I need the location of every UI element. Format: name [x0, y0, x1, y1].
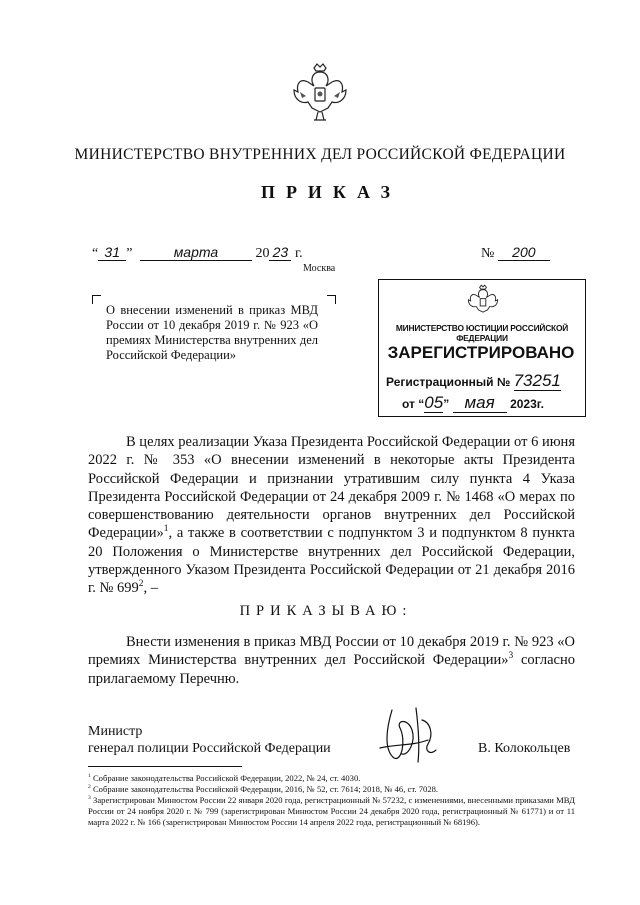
subject-corner-right [327, 295, 336, 304]
preamble-text-1: В целях реализации Указа Президента Российской Федерации от 6 июня 2022 г. № 353 «О внесении изменений в некоторые акты Президента Российской Федерации и признании утратившим силу пункта 4 Указа Президента Российской Федерации от 24 декабря 2009 г. № 1468 «О мерах по совершенствованию деятельности органов внутренних дел Российской Федерации» [88, 434, 575, 542]
preamble-paragraph [88, 433, 575, 598]
date-year-prefix: 20 [255, 246, 270, 261]
footnotes [88, 773, 575, 828]
footnote-1 [88, 773, 575, 784]
subject-corner-left [92, 295, 101, 304]
footnote-3 [88, 795, 575, 828]
order-tail: согласно прилагаемому Перечню. [88, 652, 575, 687]
stamp-ministry: МИНИСТЕРСТВО ЮСТИЦИИ РОССИЙСКОЙ ФЕДЕРАЦИИ [395, 323, 569, 343]
order-date: “ 31 ” марта 20 23 г. [92, 244, 303, 261]
date-month: марта [140, 244, 252, 261]
footnote-mark: 2 [88, 784, 91, 791]
order-subject: О внесении изменений в приказ МВД России от 10 декабря 2019 г. № 923 «О премиях Министерства внутренних дел Российской Федерации» [106, 303, 318, 362]
date-day: 31 [98, 244, 126, 261]
stamp-date-year: 2023г. [510, 397, 544, 411]
footnote-text: Зарегистрирован Минюстом России 22 января 2020 года, регистрационный № 57232, с изменениями, внесенными приказами МВД России от 24 ноября 2020 г. № 799 (зарегистрирован Минюстом России 24 декабря 2020 года, регистрационный № 61771) и от 11 марта 2022 г. № 166 (зарегистрирован Минюстом России 14 апреля 2022 года, регистрационный № 68196). [88, 794, 575, 827]
coat-of-arms-icon [290, 62, 350, 126]
stamp-date-prefix: от [402, 397, 415, 411]
city-label: Москва [303, 263, 336, 274]
stamp-coat-of-arms-icon [466, 284, 500, 320]
stamp-date-day: 05 [424, 393, 444, 412]
signatory-rank: генерал полиции Российской Федерации [88, 741, 331, 756]
stamp-reg-value: 73251 [513, 371, 561, 390]
footnote-text: Собрание законодательства Российской Федерации, 2016, № 52, ст. 7614; 2018, № 46, ст. 7028. [90, 783, 439, 794]
handwritten-signature [372, 700, 452, 770]
footnote-2 [88, 784, 575, 795]
footnote-ref-3: 3 [508, 651, 514, 662]
footnote-mark: 1 [88, 773, 91, 780]
order-word: ПРИКАЗЫВАЮ: [239, 603, 413, 619]
stamp-reg-number [386, 371, 561, 391]
footnote-text: Собрание законодательства Российской Федерации, 2022, № 24, ст. 4030. [90, 773, 361, 783]
footnote-ref-1: 1 [163, 524, 169, 535]
date-year-suffix: 23 [269, 244, 291, 261]
stamp-date: от “05” мая 2023г. [402, 393, 544, 412]
footnote-divider [88, 766, 242, 767]
document-type-title: ПРИКАЗ [260, 182, 402, 202]
ministry-title: МИНИСТЕРСТВО ВНУТРЕННИХ ДЕЛ РОССИЙСКОЙ ФЕДЕРАЦИИ [74, 146, 566, 163]
footnote-ref-2: 2 [138, 579, 144, 590]
preamble-text-3: , – [143, 580, 158, 597]
footnote-mark: 3 [88, 794, 91, 801]
stamp-date-month: мая [453, 393, 507, 413]
signatory-name: В. Колокольцев [478, 741, 571, 756]
order-text: Внести изменения в приказ МВД России от 10 декабря 2019 г. № 923 «О премиях Министерства внутренних дел Российской Федерации» [88, 634, 575, 669]
preamble-text-2: , а также в соответствии с подпунктом 3 и подпунктом 8 пункта 20 Положения о Министерстве внутренних дел Российской Федерации, утвержденного Указом Президента Российской Федерации от 21 декабря 2016 г. № 699 [88, 525, 575, 597]
number-label: № [481, 246, 495, 261]
signatory-post: Министр [88, 724, 143, 739]
order-paragraph [88, 633, 575, 688]
stamp-status: ЗАРЕГИСТРИРОВАНО [387, 343, 575, 362]
stamp-reg-label: Регистрационный № [386, 375, 511, 389]
order-number [481, 244, 550, 262]
number-value: 200 [498, 244, 550, 261]
date-year-unit: г. [294, 246, 303, 261]
